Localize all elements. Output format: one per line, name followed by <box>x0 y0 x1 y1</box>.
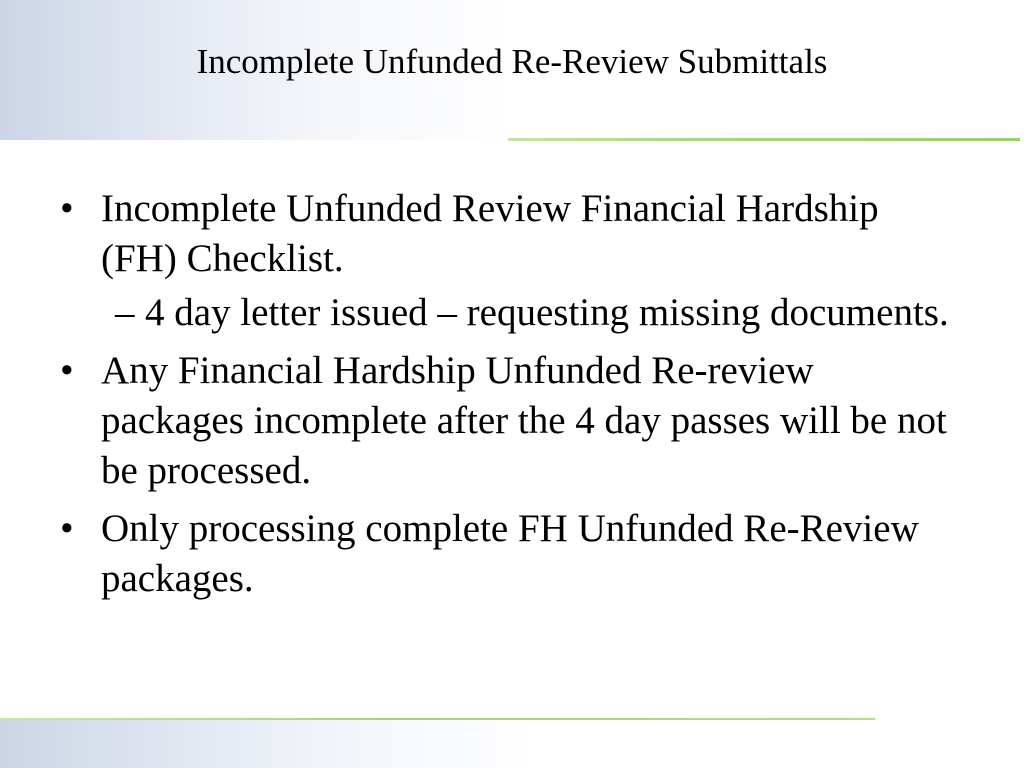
bullet-marker: • <box>60 349 74 392</box>
bullet-text: Any Financial Hardship Unfunded Re-review packages incomplete after the 4 day passes will be not be processed. <box>101 349 947 492</box>
bullet-item <box>60 504 960 604</box>
sub-bullet-item <box>101 288 960 338</box>
sub-bullet-text: 4 day letter issued – requesting missing documents. <box>145 291 949 334</box>
slide-body <box>60 184 960 612</box>
sub-bullet-list <box>101 288 960 338</box>
top-accent-rule <box>508 138 1020 141</box>
bullet-text: Only processing complete FH Unfunded Re-Review packages. <box>101 507 919 600</box>
bullet-item <box>60 346 960 496</box>
slide-title: Incomplete Unfunded Re-Review Submittals <box>196 42 828 81</box>
footer-band <box>0 720 1024 768</box>
bullet-text: Incomplete Unfunded Review Financial Hardship (FH) Checklist. <box>101 187 879 280</box>
sub-bullet-marker: – <box>115 291 135 334</box>
bullet-marker: • <box>60 507 74 550</box>
bullet-item <box>60 184 960 338</box>
bullet-marker: • <box>60 187 74 230</box>
